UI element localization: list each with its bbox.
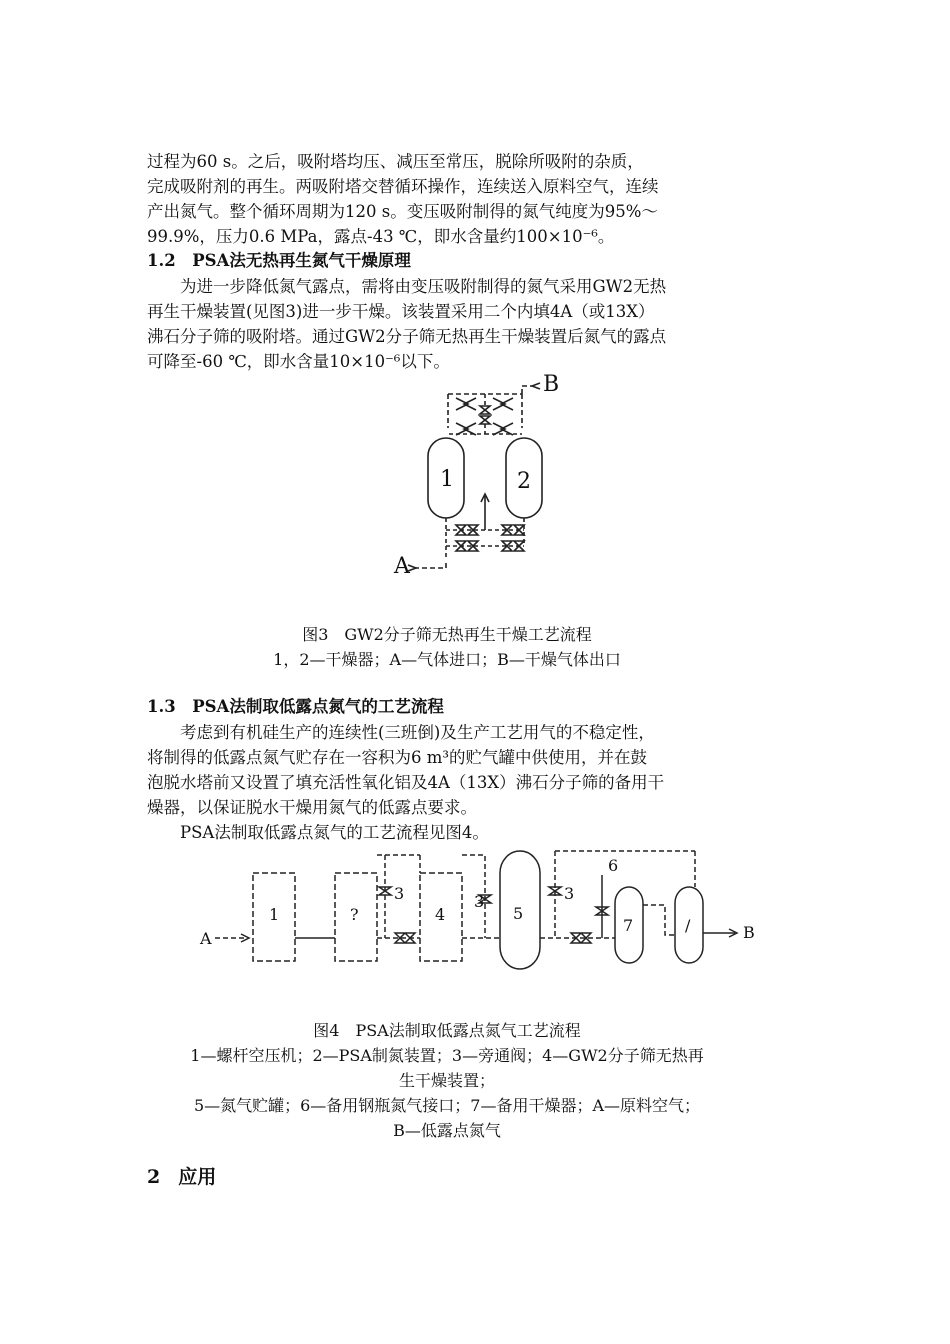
caption-legend-line: 5—氮气贮罐；6—备用钢瓶氮气接口；7—备用干燥器；A—原料空气； bbox=[193, 1096, 701, 1115]
outlet-label: B bbox=[743, 923, 755, 942]
caption-legend-line: 生干燥装置； bbox=[398, 1071, 495, 1090]
check-valve-top-left bbox=[456, 398, 476, 410]
figure-3-diagram bbox=[380, 368, 580, 580]
inlet-label: A bbox=[394, 554, 410, 579]
text-line: 将制得的低露点氮气贮存在一容积为6 m³的贮气罐中供使用，并在鼓 bbox=[147, 748, 648, 767]
text-line: 完成吸附剂的再生。两吸附塔交替循环操作，连续送入原料空气，连续 bbox=[147, 177, 659, 196]
outlet-line bbox=[522, 386, 534, 394]
inlet-line bbox=[414, 560, 446, 568]
dryer-link-line bbox=[643, 905, 675, 935]
text-line: 过程为60 s。之后，吸附塔均压、减压至常压，脱除所吸附的杂质， bbox=[147, 152, 644, 171]
heading-1-3: 1.3 PSA法制取低露点氮气的工艺流程 bbox=[147, 697, 444, 716]
text-line: 沸石分子筛的吸附塔。通过GW2分子筛无热再生干燥装置后氮气的露点 bbox=[147, 327, 667, 346]
section-2-heading bbox=[147, 1163, 216, 1191]
caption-legend-line: B—低露点氮气 bbox=[393, 1121, 501, 1140]
paragraph-process-flow bbox=[147, 720, 747, 845]
section-title: 应用 bbox=[178, 1166, 217, 1188]
check-valve-top-right bbox=[493, 398, 513, 410]
central-valve-lower bbox=[480, 416, 490, 424]
figure-4-caption bbox=[147, 1018, 747, 1143]
dryer-7b-label: / bbox=[685, 916, 691, 935]
paragraph-psa-cycle bbox=[147, 149, 747, 249]
text-line: 为进一步降低氮气露点，需将由变压吸附制得的氮气采用GW2无热 bbox=[180, 277, 667, 296]
central-valve-upper bbox=[480, 406, 490, 414]
valve-3b-label: 3 bbox=[474, 892, 485, 911]
caption-title: 图4 PSA法制取低露点氮气工艺流程 bbox=[313, 1021, 581, 1040]
box-4-label: 4 bbox=[435, 905, 446, 924]
port-6-label: 6 bbox=[608, 856, 619, 875]
outlet-arrow bbox=[532, 383, 540, 389]
outlet-label: B bbox=[543, 372, 560, 397]
tower-2-label: 2 bbox=[517, 469, 531, 494]
box-1-label: 1 bbox=[269, 905, 280, 924]
text-line: 考虑到有机硅生产的连续性(三班倒)及生产工艺用气的不稳定性， bbox=[180, 723, 655, 742]
text-line: 泡脱水塔前又设置了填充活性氧化铝及4A（13X）沸石分子筛的备用干 bbox=[147, 773, 665, 792]
inlet-label: A bbox=[200, 929, 212, 948]
text-line: 产出氮气。整个循环周期为120 s。变压吸附制得的氮气纯度为95%～ bbox=[147, 202, 658, 221]
valve-3c-label: 3 bbox=[564, 884, 575, 903]
figure-4-diagram bbox=[195, 845, 765, 975]
tower-1-label: 1 bbox=[440, 467, 454, 492]
valve-3a-label: 3 bbox=[394, 884, 405, 903]
heading-1-2: 1.2 PSA法无热再生氮气干燥原理 bbox=[147, 251, 411, 270]
text-line: PSA法制取低露点氮气的工艺流程见图4。 bbox=[180, 823, 489, 842]
dryer-7a-label: 7 bbox=[623, 916, 634, 935]
tank-5-label: 5 bbox=[513, 904, 524, 923]
figure-3-caption bbox=[147, 622, 747, 672]
text-line: 可降至-60 ℃，即水含量10×10⁻⁶以下。 bbox=[147, 352, 450, 371]
paragraph-dryer-principle bbox=[147, 274, 747, 374]
caption-legend: 1，2—干燥器；A—气体进口；B—干燥气体出口 bbox=[273, 650, 621, 669]
section-number: 2 bbox=[147, 1166, 161, 1188]
caption-legend-line: 1—螺杆空压机；2—PSA制氮装置；3—旁通阀；4—GW2分子筛无热再 bbox=[190, 1046, 704, 1065]
caption-title: 图3 GW2分子筛无热再生干燥工艺流程 bbox=[302, 625, 592, 644]
text-line: 燥器，以保证脱水干燥用氮气的低露点要求。 bbox=[147, 798, 477, 817]
text-line: 99.9%，压力0.6 MPa，露点-43 ℃，即水含量约100×10⁻⁶。 bbox=[147, 227, 615, 246]
text-line: 再生干燥装置(见图3)进一步干燥。该装置采用二个内填4A（或13X） bbox=[147, 302, 655, 321]
box-2-label: ? bbox=[350, 905, 359, 924]
